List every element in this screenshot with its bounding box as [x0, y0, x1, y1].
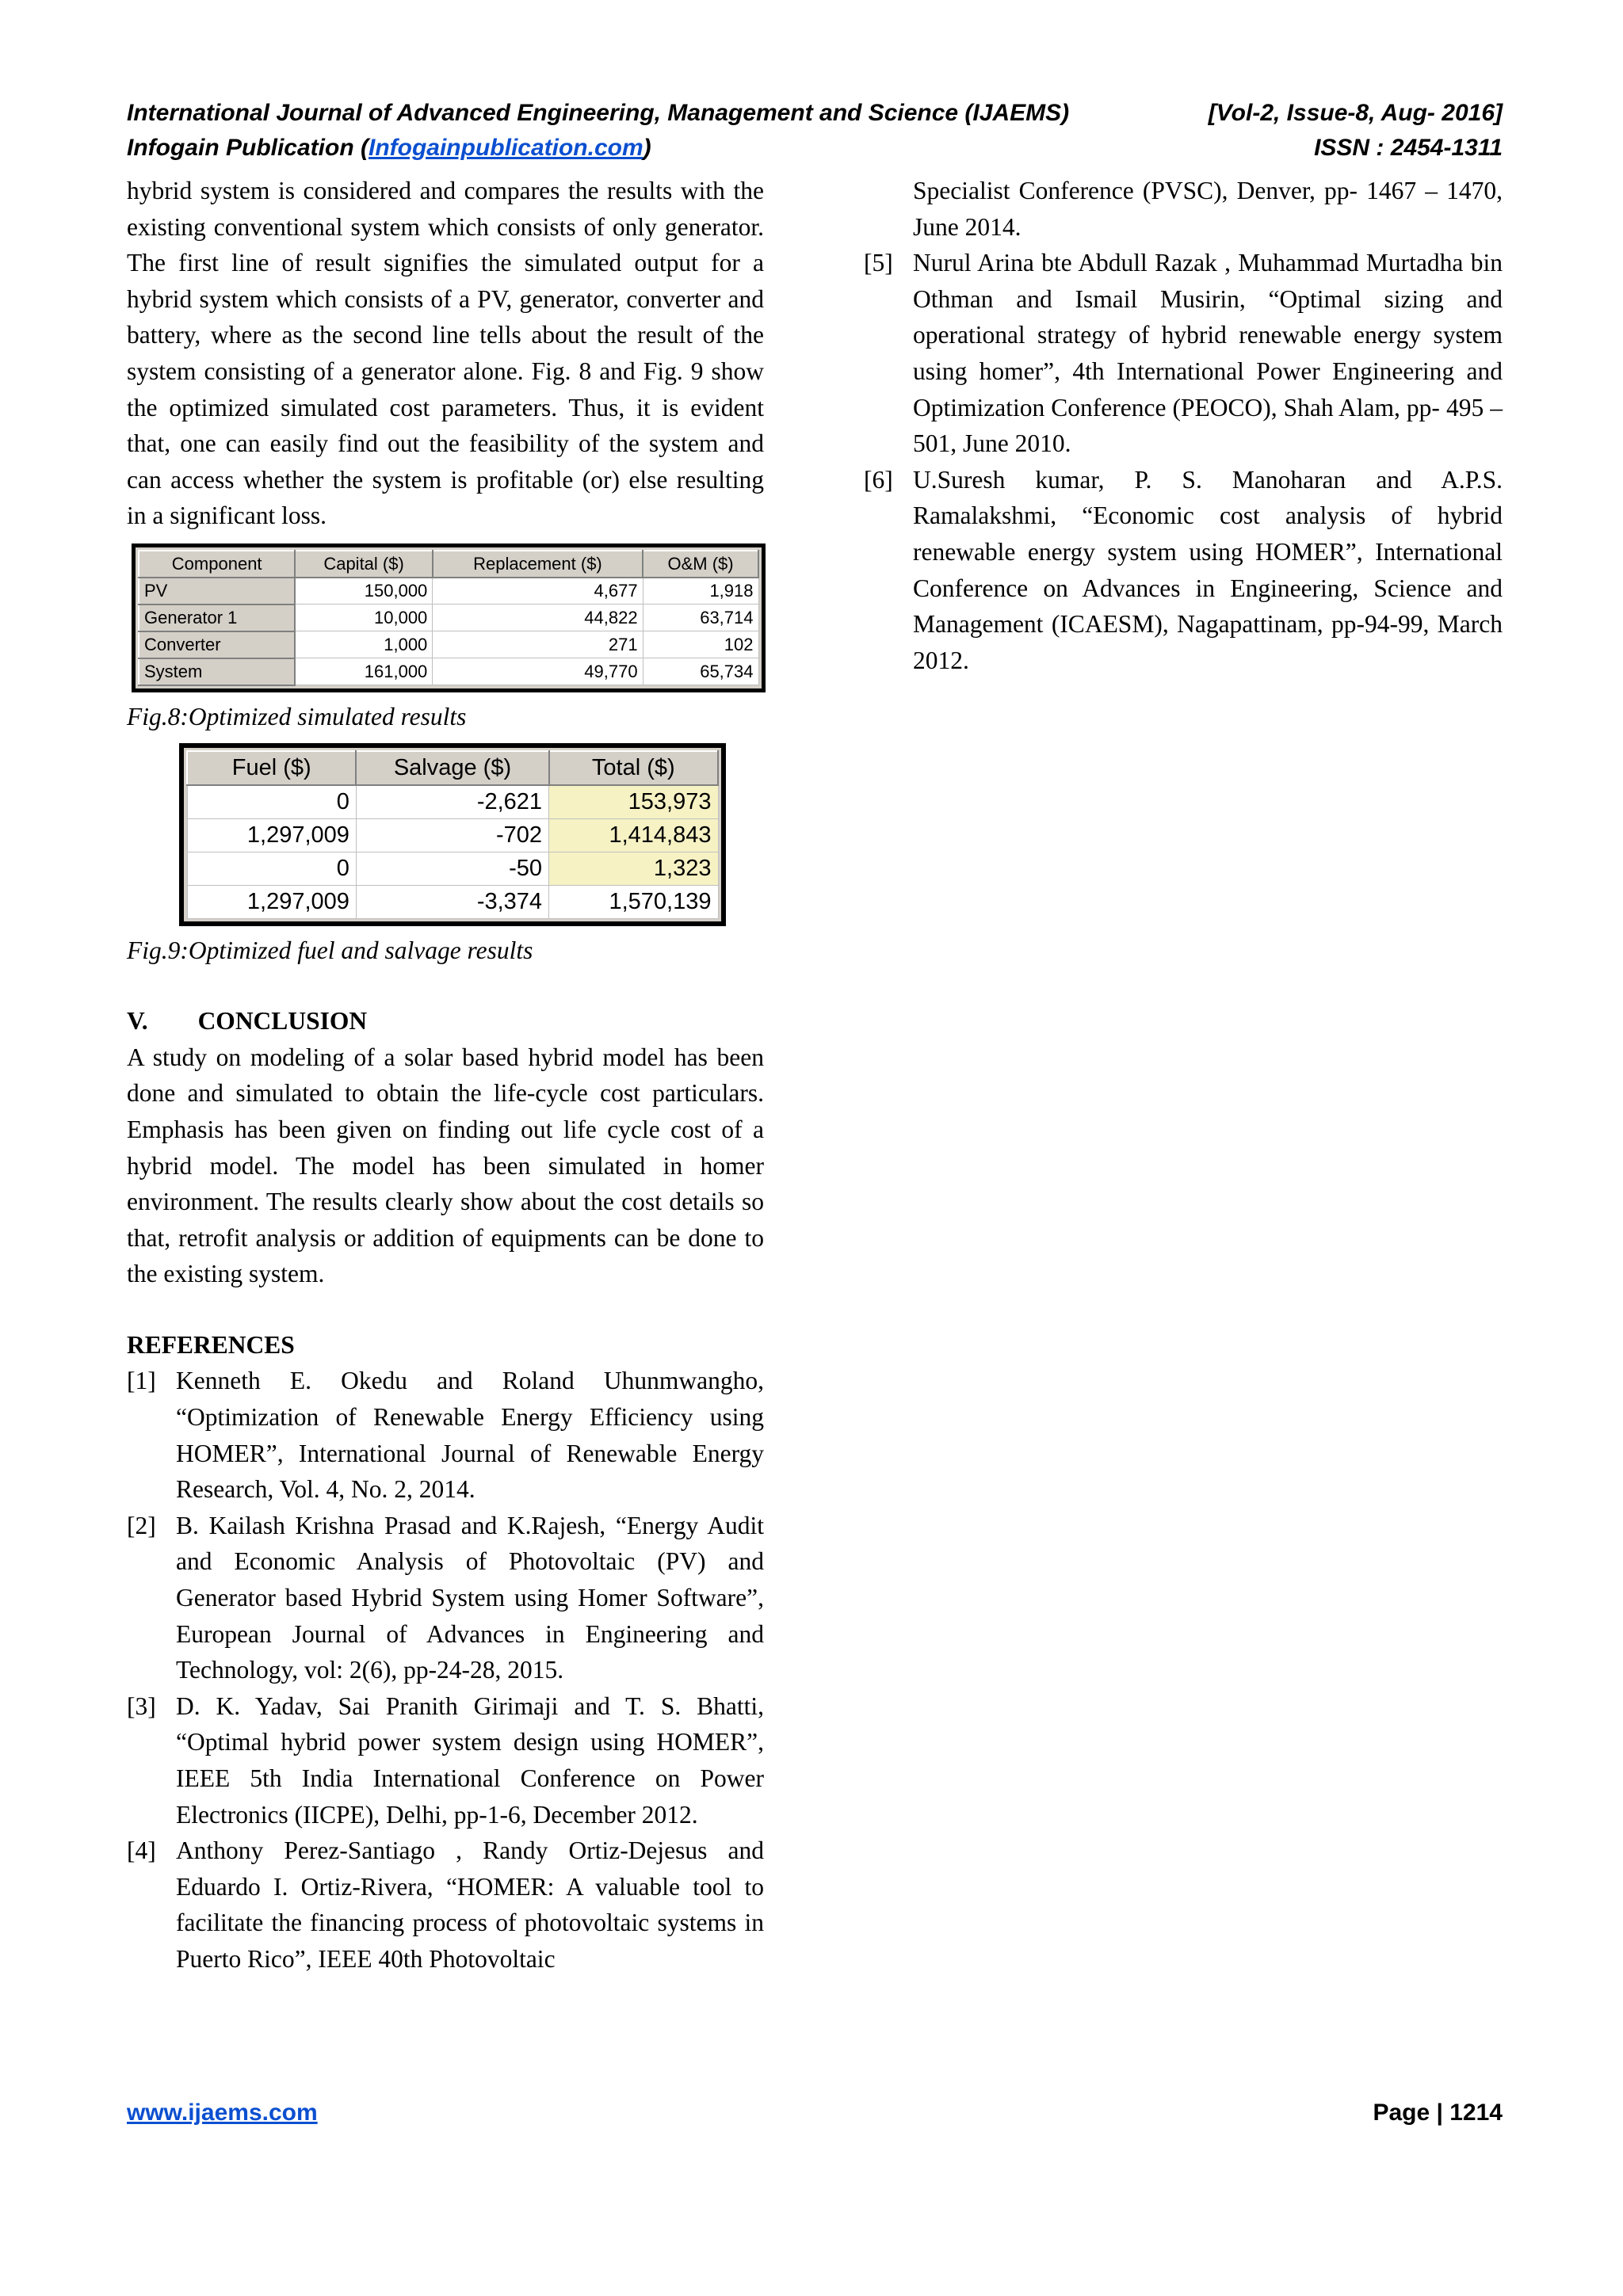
publisher-suffix: ) — [643, 135, 651, 161]
reference-text: Kenneth E. Okedu and Roland Uhunmwangho, “Optimization of Renewable Energy Efficiency using HOMER”, International Journal of Renewable Energy Research, Vol. 4, No. 2, 2014. — [176, 1367, 764, 1504]
fig8-header-cell: Replacement ($) — [433, 551, 643, 578]
fig8-header-cell: O&M ($) — [643, 551, 758, 578]
fig8-header-row — [139, 551, 758, 578]
reference-item — [127, 1688, 764, 1833]
reference-number: [1] — [127, 1367, 156, 1395]
fig9-cell: 1,570,139 — [549, 885, 718, 918]
fig8-cell: 4,677 — [433, 578, 643, 605]
fig8-cell: 1,000 — [295, 631, 432, 658]
fig9-header-row — [187, 751, 718, 785]
reference-text: Specialist Conference (PVSC), Denver, pp- 1467 – 1470, June 2014. — [913, 177, 1503, 241]
reference-text: U.Suresh kumar, P. S. Manoharan and A.P.S. Ramalakshmi, “Economic cost analysis of hybrid renewable energy system using HOMER”, International Conference on Advances in Engineering, Science and Management (ICAESM), Nagapattinam, pp-94-99, March 2012. — [913, 465, 1503, 674]
publisher — [127, 135, 651, 162]
fig9-header-cell: Salvage ($) — [356, 751, 548, 785]
fig9-cell: 0 — [187, 852, 356, 885]
fig8-cell: 49,770 — [433, 658, 643, 685]
reference-number: [2] — [127, 1511, 156, 1539]
reference-item — [864, 245, 1503, 462]
reference-item — [864, 462, 1503, 679]
intro-paragraph: hybrid system is considered and compares the results with the existing conventional system which consists of only generator. The first line of result signifies the simulated output for a hybrid system which consists of a PV, generator, converter and battery, where as the second line tells about the result of the system consisting of a generator alone. Fig. 8 and Fig. 9 show the optimized simulated cost parameters. Thus, it is evident that, one can easily find out the feasibility of the system and can access whether the system is profitable (or) else resulting in a significant loss. — [127, 177, 764, 530]
right-column — [864, 173, 1503, 678]
table-row — [187, 818, 718, 852]
publisher-link[interactable]: Infogainpublication.com — [368, 135, 643, 161]
fig9-cell: -2,621 — [356, 785, 548, 819]
left-column — [127, 173, 764, 1978]
reference-text: Nurul Arina bte Abdull Razak , Muhammad Murtadha bin Othman and Ismail Musirin, “Optimal sizing and operational strategy of hybrid renewable energy system using homer”, 4th International Power Engineering and Optimization Conference (PEOCO), Shah Alam, pp- 495 – 501, June 2010. — [913, 249, 1503, 458]
fig8-caption: Fig.8:Optimized simulated results — [127, 702, 467, 730]
fig8-row-label: PV — [139, 578, 295, 605]
fig8-row-label: System — [139, 658, 295, 685]
fig8-row-label: Generator 1 — [139, 605, 295, 631]
fig8-header-cell: Capital ($) — [295, 551, 432, 578]
fig9-total-cell: 153,973 — [549, 785, 718, 819]
volume-issue: [Vol-2, Issue-8, Aug- 2016] — [1208, 100, 1503, 126]
fig8-cell: 1,918 — [643, 578, 758, 605]
table-row — [139, 578, 758, 605]
reference-text: Anthony Perez-Santiago , Randy Ortiz-Dejesus and Eduardo I. Ortiz-Rivera, “HOMER: A valuable tool to facilitate the financing process of photovoltaic systems in Puerto Rico”, IEEE 40th Photovoltaic — [176, 1836, 764, 1973]
references-heading: REFERENCES — [127, 1330, 295, 1359]
table-row — [139, 631, 758, 658]
reference-number: [3] — [127, 1691, 156, 1720]
reference-item — [127, 1833, 764, 1977]
publisher-prefix: Infogain Publication ( — [127, 135, 369, 161]
fig9-cell: 1,297,009 — [187, 818, 356, 852]
fig8-cell: 44,822 — [433, 605, 643, 631]
journal-title: International Journal of Advanced Engineering, Management and Science (IJAEMS) — [127, 100, 1070, 126]
fig8-cell: 150,000 — [295, 578, 432, 605]
fig9-cell: 0 — [187, 785, 356, 819]
fig8-table — [138, 550, 759, 686]
table-row — [187, 885, 718, 918]
reference-number: [5] — [864, 249, 893, 277]
reference-item — [127, 1363, 764, 1507]
reference-text: D. K. Yadav, Sai Pranith Girimaji and T. S. Bhatti, “Optimal hybrid power system design using HOMER”, IEEE 5th India International Conference on Power Electronics (IICPE), Delhi, pp-1-6, December 2012. — [176, 1691, 764, 1829]
fig9-caption: Fig.9:Optimized fuel and salvage results — [127, 936, 533, 964]
table-row — [187, 852, 718, 885]
fig8-header-cell: Component — [139, 551, 295, 578]
issn: ISSN : 2454-1311 — [1314, 135, 1503, 161]
fig8-table-window — [132, 543, 766, 692]
fig8-cell: 271 — [433, 631, 643, 658]
fig9-table-window — [179, 743, 726, 926]
fig9-cell: -702 — [356, 818, 548, 852]
reference-number: [6] — [864, 465, 893, 494]
table-row — [187, 785, 718, 819]
fig9-cell: -3,374 — [356, 885, 548, 918]
reference-number: [4] — [127, 1836, 156, 1865]
fig8-cell: 10,000 — [295, 605, 432, 631]
table-row — [139, 658, 758, 685]
fig8-row-label: Converter — [139, 631, 295, 658]
table-row — [139, 605, 758, 631]
fig9-cell: -50 — [356, 852, 548, 885]
fig9-header-cell: Total ($) — [549, 751, 718, 785]
fig8-cell: 161,000 — [295, 658, 432, 685]
fig8-cell: 63,714 — [643, 605, 758, 631]
reference-item — [127, 1508, 764, 1688]
fig9-cell: 1,297,009 — [187, 885, 356, 918]
conclusion-text: A study on modeling of a solar based hybrid model has been done and simulated to obtain the life-cycle cost particulars. Emphasis has been given on finding out life cycle cost of a hybrid model. The model has been simulated in homer environment. The results clearly show about the cost details so that, retrofit analysis or addition of equipments can be done to the existing system. — [127, 1043, 764, 1288]
fig9-total-cell: 1,414,843 — [549, 818, 718, 852]
fig9-total-cell: 1,323 — [549, 852, 718, 885]
conclusion-heading: V. CONCLUSION — [127, 1007, 368, 1035]
fig8-cell: 65,734 — [643, 658, 758, 685]
website-link[interactable]: www.ijaems.com — [127, 2100, 318, 2126]
reference-text: B. Kailash Krishna Prasad and K.Rajesh, “Energy Audit and Economic Analysis of Photovoltaic (PV) and Generator based Hybrid System using Homer Software”, European Journal of Advances in Engineering and Technology, vol: 2(6), pp-24-28, 2015. — [176, 1511, 764, 1684]
page-number: Page | 1214 — [1373, 2100, 1503, 2126]
fig8-cell: 102 — [643, 631, 758, 658]
fig9-header-cell: Fuel ($) — [187, 751, 356, 785]
reference-continuation — [864, 173, 1503, 245]
fig9-table — [186, 750, 719, 919]
